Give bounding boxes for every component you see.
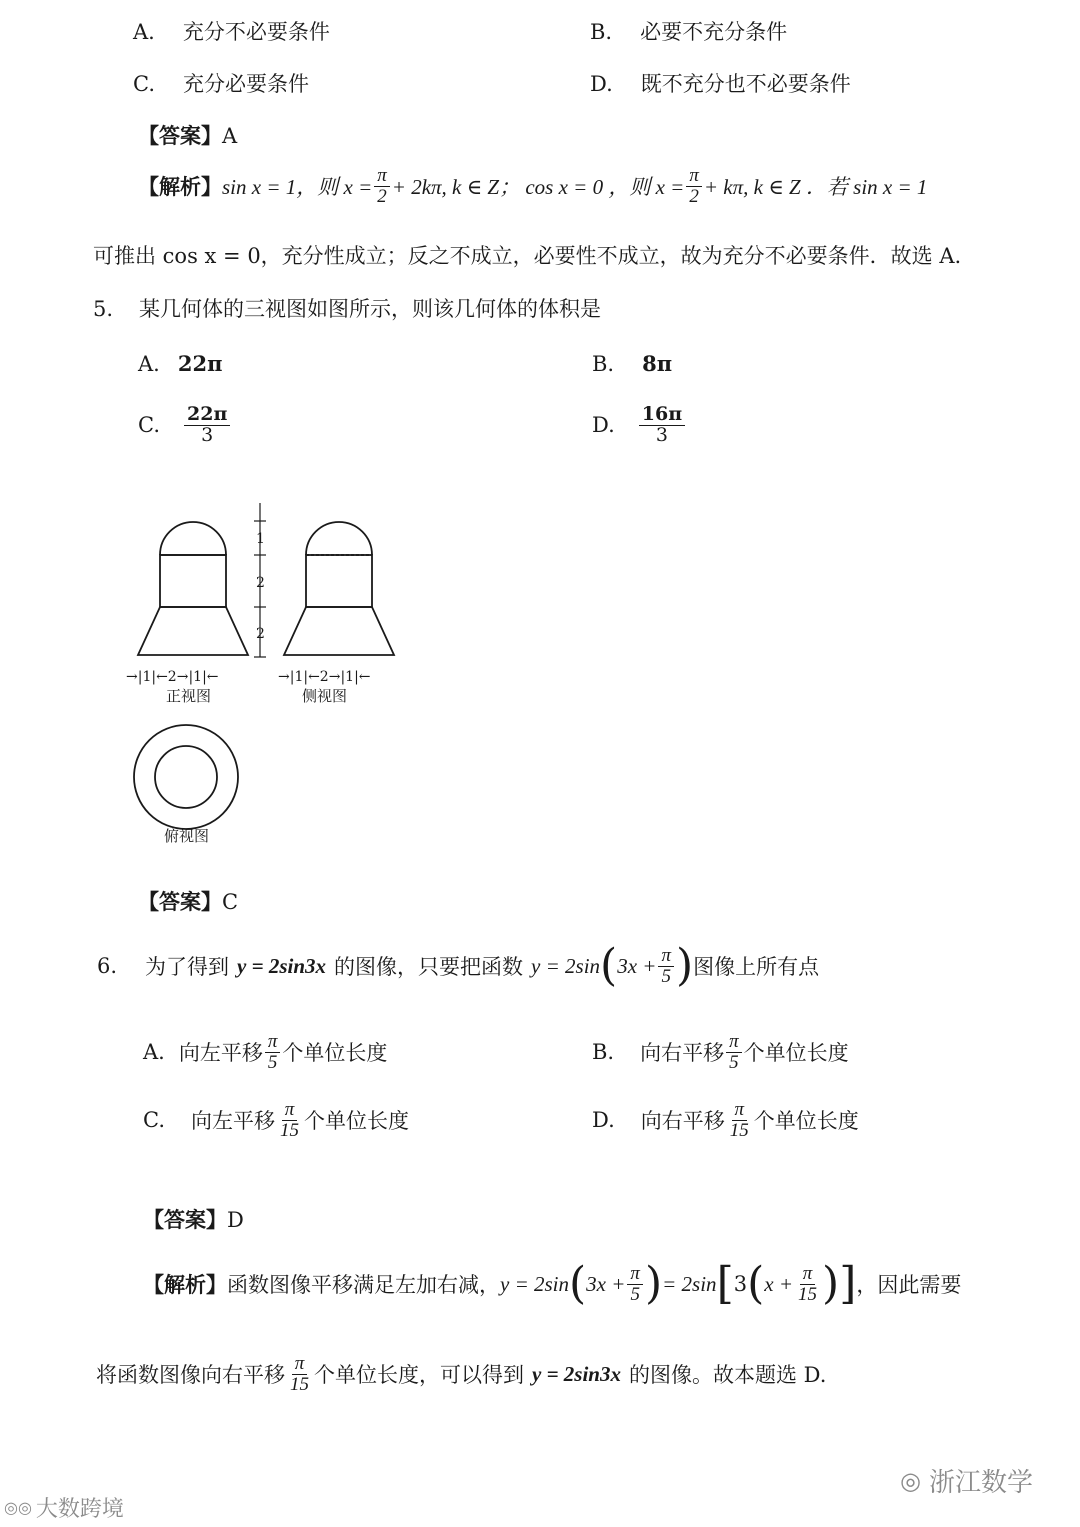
side-frustum	[284, 607, 394, 655]
fraction: $\frac{\pi}{5}$	[265, 1032, 281, 1073]
front-cylinder	[160, 555, 226, 607]
q5-option-d: D. $\frac{16\pi}{3}$	[592, 405, 687, 446]
q5-option-c: C. $\frac{22\pi}{3}$	[138, 405, 232, 446]
q5-option-b: B. 8π	[592, 351, 673, 376]
q6-analysis-line2: 将函数图像向右平移 $\frac{\pi}{15}$ 个单位长度，可以得到 y = 2sin3x 的图像。故本题选 D.	[96, 1353, 827, 1395]
q4-analysis-line2: 可推出 cos x = 0，充分性成立；反之不成立，必要性不成立，故为充分不必要条件．故选 A.	[93, 244, 962, 268]
q4-answer: 【答案】A	[138, 123, 238, 148]
side-dims: →|1|←2→|1|←	[278, 669, 371, 685]
fraction: $\frac{\pi}{15}$	[290, 1353, 309, 1395]
q5-option-a: A. 22π	[138, 351, 223, 376]
wechat-icon: ◎	[900, 1466, 921, 1495]
q5-stem: 5. 某几何体的三视图如图所示，则该几何体的体积是	[93, 297, 602, 321]
q4-option-d: D. 既不充分也不必要条件	[590, 72, 851, 96]
q6-option-c: C. 向左平移 $\frac{\pi}{15}$ 个单位长度	[143, 1099, 409, 1141]
dim-label-1: 1	[256, 531, 265, 547]
dim-label-2b: 2	[256, 626, 265, 642]
q6-option-b: B. 向右平移 $\frac{\pi}{5}$ 个单位长度	[592, 1031, 849, 1073]
front-dome	[160, 522, 226, 555]
fraction: $\frac{\pi}{5}$	[627, 1264, 643, 1305]
fraction: $\frac{\pi}{5}$	[658, 946, 674, 987]
fraction: $\frac{\pi}{2}$	[374, 166, 390, 207]
q6-answer: 【答案】D	[143, 1207, 244, 1232]
fraction: $\frac{16\pi}{3}$	[639, 405, 685, 446]
front-dims: →|1|←2→|1|←	[126, 669, 219, 685]
watermark-left: ◎◎ 大数跨境	[4, 1497, 124, 1522]
fraction: $\frac{\pi}{15}$	[280, 1099, 299, 1141]
wechat-icon: ◎◎	[4, 1498, 32, 1517]
side-cylinder	[306, 555, 372, 607]
front-view-label: 正视图	[166, 687, 212, 705]
q4-analysis-line1: 【解析】 sin x = 1，则 x = $\frac{\pi}{2}$ + 2kπ, k ∈ Z； cos x = 0 ，则 x = $\frac{\pi}{2}$ + kπ, k ∈ Z ．若 sin x = 1	[138, 165, 928, 207]
three-view-figure	[118, 495, 418, 855]
q6-analysis-line1: 【解析】 函数图像平移满足左加右减， y = 2sin ( 3x + $\frac{\pi}{5}$ ) = 2sin [ 3 ( x + $\frac{\pi}{15}$ ) ] ，因此需要	[143, 1258, 962, 1309]
q4-option-a: A. 充分不必要条件	[133, 20, 330, 44]
fraction: $\frac{\pi}{15}$	[798, 1262, 818, 1305]
fraction: $\frac{\pi}{5}$	[726, 1032, 742, 1073]
q6-option-d: D. 向右平移 $\frac{\pi}{15}$ 个单位长度	[592, 1099, 859, 1141]
watermark-right: ◎ 浙江数学	[900, 1466, 1033, 1498]
side-view-label: 侧视图	[302, 687, 348, 705]
side-dome	[306, 522, 372, 555]
q5-answer: 【答案】C	[138, 889, 239, 914]
top-view-label: 俯视图	[164, 827, 210, 845]
dim-label-2a: 2	[256, 575, 265, 591]
fraction: $\frac{\pi}{15}$	[729, 1099, 749, 1141]
q6-stem: 6. 为了得到 y = 2sin3x 的图像，只要把函数 y = 2sin ( 3x + $\frac{\pi}{5}$ ) 图像上所有点	[97, 940, 820, 991]
q4-option-c: C. 充分必要条件	[133, 72, 309, 96]
front-frustum	[138, 607, 248, 655]
top-outer-circle	[134, 725, 238, 829]
fraction: $\frac{22\pi}{3}$	[184, 405, 230, 446]
fraction: $\frac{\pi}{2}$	[686, 166, 702, 207]
q4-option-b: B. 必要不充分条件	[590, 20, 788, 44]
top-inner-circle	[155, 746, 217, 808]
q6-option-a: A. 向左平移 $\frac{\pi}{5}$ 个单位长度	[143, 1031, 388, 1073]
